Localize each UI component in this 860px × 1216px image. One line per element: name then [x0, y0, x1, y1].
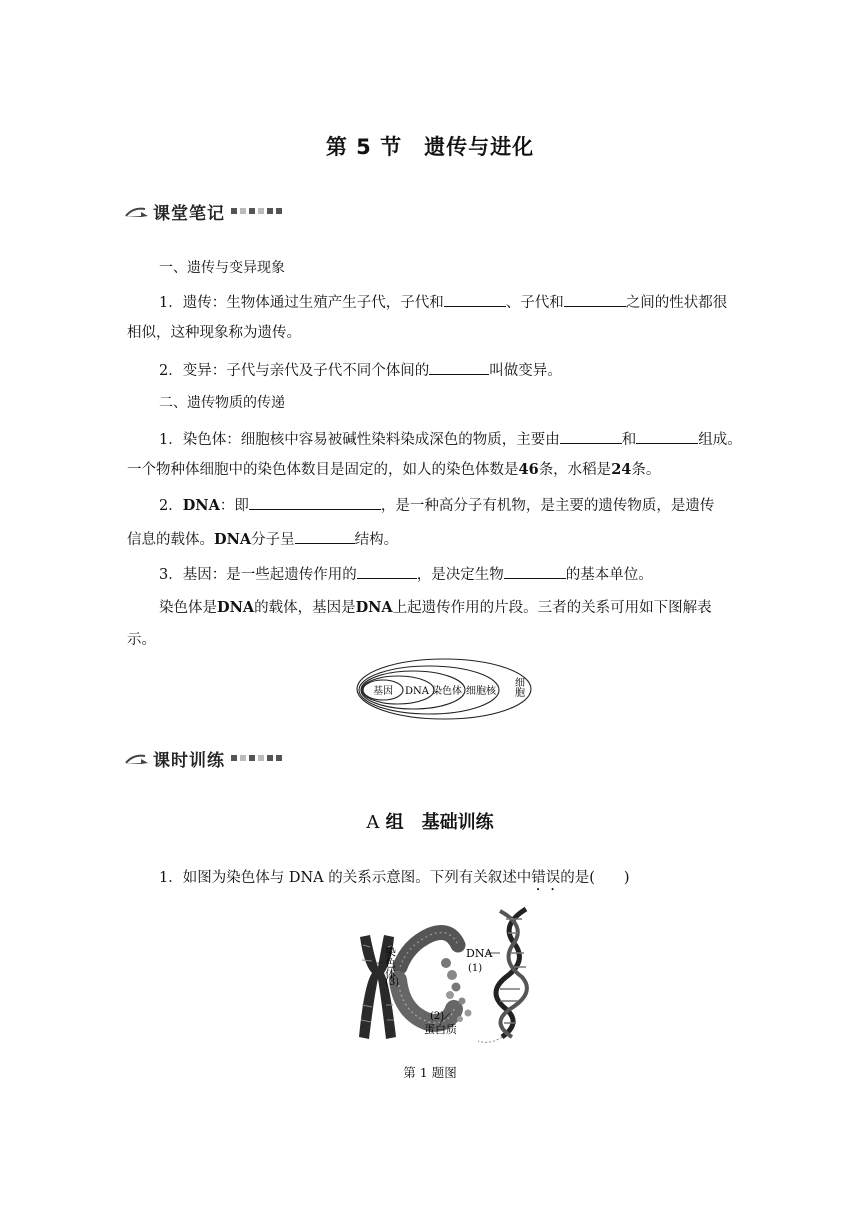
label-chromosome: 染色体	[432, 686, 462, 697]
label-dna: DNA	[405, 686, 429, 697]
text: 的载体，基因是	[254, 600, 356, 616]
answer-blank[interactable]	[444, 291, 506, 307]
text: ，是一种高分子有机物，是主要的遗传物质，是遗传	[380, 498, 715, 514]
chromosome-dna-figure	[350, 905, 540, 1055]
paragraph: 示。	[127, 632, 156, 648]
answer-blank[interactable]	[357, 563, 417, 579]
arrow-icon	[125, 203, 149, 219]
answer-blank[interactable]	[249, 494, 381, 510]
text: 1．如图为染色体与 DNA 的关系示意图。下列有关叙述中	[159, 870, 532, 886]
label-protein: 蛋白质	[424, 1023, 457, 1036]
paragraph	[127, 528, 737, 550]
banner-decoration	[231, 208, 282, 214]
group-letter: A	[366, 812, 380, 833]
label-nucleus: 细胞核	[466, 686, 496, 697]
text: 和	[621, 432, 637, 448]
text: 1．染色体：细胞核中容易被碱性染料染成深色的物质，主要由	[159, 432, 560, 448]
banner-label: 课时训练	[153, 750, 225, 771]
text: 叫做变异。	[489, 363, 562, 379]
question-1	[159, 868, 737, 894]
paragraph	[159, 359, 737, 381]
section-heading: 一、遗传与变异现象	[159, 260, 285, 276]
text: 信息的载体。	[127, 532, 214, 548]
text: 、子代和	[505, 295, 564, 311]
text: DNA	[214, 531, 252, 548]
dna-helix	[478, 909, 527, 1042]
text: 24	[611, 461, 632, 478]
label-chromosome: 染色体	[383, 946, 397, 979]
answer-blank[interactable]	[564, 291, 626, 307]
answer-blank[interactable]	[429, 359, 489, 375]
text: 的基本单位。	[565, 567, 653, 583]
banner-label: 课堂笔记	[153, 203, 225, 224]
label-cell: 细胞	[512, 677, 524, 697]
text: DNA	[355, 599, 393, 616]
arrow-icon	[125, 750, 149, 766]
answer-blank[interactable]	[636, 428, 698, 444]
emphasis-text: 错误	[531, 870, 561, 886]
paragraph	[159, 598, 737, 618]
text: 条，水稻是	[538, 462, 612, 478]
coiled-fiber	[398, 933, 472, 1023]
text: DNA	[217, 599, 255, 616]
text: 的是( )	[560, 870, 630, 886]
text: 染色体是	[159, 600, 217, 616]
text: 2．	[159, 498, 183, 514]
label-dna: DNA	[466, 947, 493, 960]
text: 结构。	[354, 532, 399, 548]
text: 3．基因：是一些起遗传作用的	[159, 567, 357, 583]
text: 2．变异：子代与亲代及子代不同个体间的	[159, 363, 430, 379]
answer-blank[interactable]	[504, 563, 566, 579]
label-dna-number: (1)	[468, 963, 483, 974]
paragraph	[127, 460, 737, 480]
paragraph	[159, 494, 737, 516]
text: 条。	[631, 462, 661, 478]
label-gene: 基因	[373, 686, 393, 697]
paragraph	[159, 563, 737, 585]
group-title	[0, 808, 860, 834]
page-title: 第 5 节 遗传与进化	[325, 135, 535, 159]
label-protein-number: (2)	[430, 1011, 445, 1022]
section-heading: 二、遗传物质的传递	[159, 395, 285, 411]
figure-caption: 第 1 题图	[403, 1065, 457, 1080]
text: ，是决定生物	[416, 567, 504, 583]
label-chromosome-number: (3)	[385, 977, 400, 988]
section-banner-practice	[125, 745, 282, 771]
text: 分子呈	[251, 532, 295, 548]
text: ：即	[219, 498, 249, 514]
paragraph	[159, 291, 737, 313]
paragraph	[159, 428, 742, 450]
text: 之间的性状都很	[625, 295, 728, 311]
text: 组成。	[698, 432, 742, 448]
answer-blank[interactable]	[560, 428, 622, 444]
text: 上起遗传作用的片段。三者的关系可用如下图解表	[392, 600, 712, 616]
section-banner-notes	[125, 198, 282, 224]
nested-relationship-diagram	[355, 657, 533, 721]
text: DNA	[182, 497, 220, 514]
banner-decoration	[231, 755, 282, 761]
paragraph: 相似，这种现象称为遗传。	[127, 325, 301, 341]
answer-blank[interactable]	[295, 528, 355, 544]
group-name: 组 基础训练	[385, 812, 494, 833]
text: 一个物种体细胞中的染色体数目是固定的，如人的染色体数是	[127, 462, 519, 478]
text: 46	[518, 461, 539, 478]
text: 1．遗传：生物体通过生殖产生子代，子代和	[159, 295, 444, 311]
